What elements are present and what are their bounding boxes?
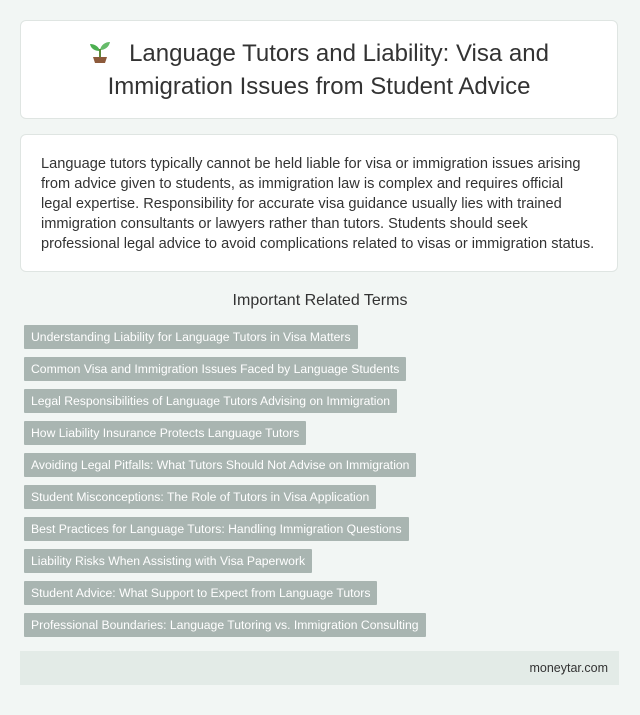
related-term-tag[interactable]: Avoiding Legal Pitfalls: What Tutors Should Not Advise on Immigration bbox=[24, 453, 416, 477]
footer bbox=[20, 651, 619, 685]
related-term-tag[interactable]: Liability Risks When Assisting with Visa Paperwork bbox=[24, 549, 312, 573]
related-term-tag[interactable]: Student Misconceptions: The Role of Tutors in Visa Application bbox=[24, 485, 376, 509]
summary-card bbox=[20, 134, 618, 272]
page-title bbox=[51, 38, 587, 102]
related-term-tag[interactable]: Legal Responsibilities of Language Tutors Advising on Immigration bbox=[24, 389, 397, 413]
footer-site-name[interactable]: moneytar.com bbox=[529, 661, 608, 675]
related-term-tag[interactable]: Student Advice: What Support to Expect from Language Tutors bbox=[24, 581, 377, 605]
related-terms-list bbox=[24, 325, 426, 645]
title-card bbox=[20, 20, 618, 119]
related-term-tag[interactable]: Professional Boundaries: Language Tutoring vs. Immigration Consulting bbox=[24, 613, 426, 637]
related-term-tag[interactable]: Common Visa and Immigration Issues Faced by Language Students bbox=[24, 357, 406, 381]
summary-text: Language tutors typically cannot be held liable for visa or immigration issues arising from advice given to students, as immigration law is complex and requires official legal expertise. Responsibility for accurate visa guidance usually lies with trained immigration consultants or lawyers rather than tutors. Students should seek professional legal advice to avoid complications related to visas or immigration status. bbox=[41, 156, 595, 252]
related-term-tag[interactable]: Understanding Liability for Language Tutors in Visa Matters bbox=[24, 325, 358, 349]
title-text: Language Tutors and Liability: Visa and Immigration Issues from Student Advice bbox=[107, 39, 549, 100]
related-term-tag[interactable]: Best Practices for Language Tutors: Handling Immigration Questions bbox=[24, 517, 409, 541]
related-terms-heading: Important Related Terms bbox=[232, 292, 408, 309]
seedling-icon bbox=[89, 38, 111, 72]
related-term-tag[interactable]: How Liability Insurance Protects Language Tutors bbox=[24, 421, 306, 445]
